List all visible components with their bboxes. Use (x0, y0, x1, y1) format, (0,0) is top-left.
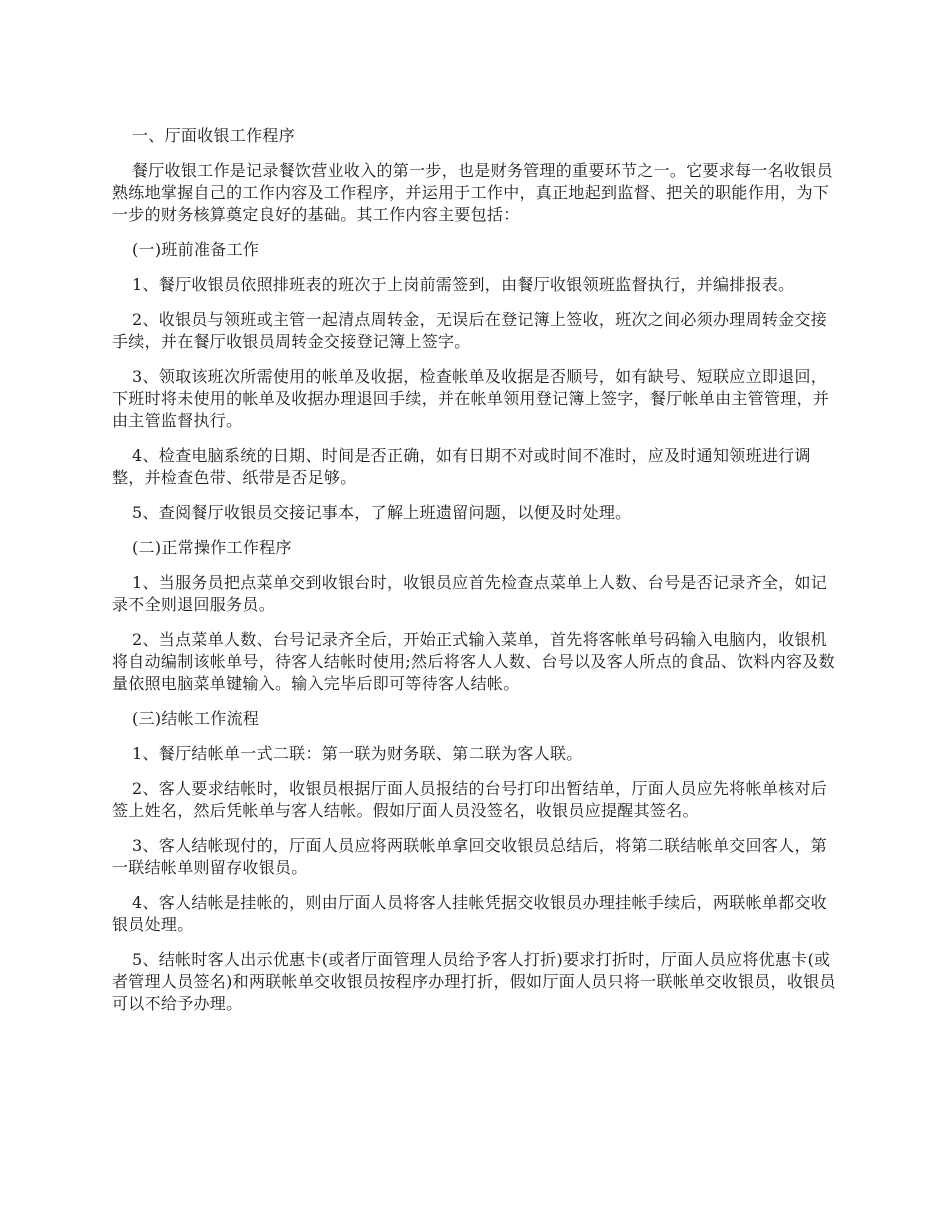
pre-shift-item-4: 4、检查电脑系统的日期、时间是否正确，如有日期不对或时间不准时，应及时通知领班进行调整，并检查色带、纸带是否足够。 (112, 446, 811, 487)
subsection-heading-pre-shift: (一)班前准备工作 (132, 240, 260, 259)
pre-shift-item-5: 5、查阅餐厅收银员交接记事本，了解上班遗留问题，以便及时处理。 (132, 503, 632, 522)
pre-shift-item-1: 1、餐厅收银员依照排班表的班次于上岗前需签到，由餐厅收银领班监督执行，并编排报表。 (132, 275, 795, 294)
pre-shift-item-3: 3、领取该班次所需使用的帐单及收据，检查帐单及收据是否顺号，如有缺号、短联应立即退回，下班时将未使用的帐单及收据办理退回手续，并在帐单领用登记簿上签字，餐厅帐单由主管管理，并由主管监督执行。 (112, 367, 830, 430)
checkout-item-3: 3、客人结帐现付的，厅面人员应将两联帐单拿回交收银员总结后，将第二联结帐单交回客人，第一联结帐单则留存收银员。 (112, 836, 828, 877)
subsection-heading-normal-operation: (二)正常操作工作程序 (132, 538, 292, 557)
checkout-item-5: 5、结帐时客人出示优惠卡(或者厅面管理人员给予客人打折)要求打折时，厅面人员应将优惠卡(或者管理人员签名)和两联帐单交收银员按程序办理打折，假如厅面人员只将一联帐单交收银员，收银员可以不给予办理。 (112, 950, 836, 1013)
document-page (112, 125, 840, 1028)
pre-shift-item-2: 2、收银员与领班或主管一起清点周转金，无误后在登记簿上签收，班次之间必须办理周转金交接手续，并在餐厅收银员周转金交接登记簿上签字。 (112, 310, 828, 351)
normal-operation-item-1: 1、当服务员把点菜单交到收银台时，收银员应首先检查点菜单上人数、台号是否记录齐全，如记录不全则退回服务员。 (112, 573, 828, 614)
checkout-item-1: 1、餐厅结帐单一式二联：第一联为财务联、第二联为客人联。 (132, 744, 583, 763)
section-heading-cashier-procedure: 一、厅面收银工作程序 (132, 126, 296, 145)
checkout-item-2: 2、客人要求结帐时，收银员根据厅面人员报结的台号打印出暂结单，厅面人员应先将帐单核对后签上姓名，然后凭帐单与客人结帐。假如厅面人员没签名，收银员应提醒其签名。 (112, 779, 828, 820)
checkout-item-4: 4、客人结帐是挂帐的，则由厅面人员将客人挂帐凭据交收银员办理挂帐手续后，两联帐单都交收银员处理。 (112, 893, 828, 934)
subsection-heading-checkout: (三)结帐工作流程 (132, 709, 260, 728)
normal-operation-item-2: 2、当点菜单人数、台号记录齐全后，开始正式输入菜单，首先将客帐单号码输入电脑内，收银机将自动编制该帐单号，待客人结帐时使用;然后将客人人数、台号以及客人所点的食品、饮料内容及数量依照电脑菜单键输入。输入完毕后即可等待客人结帐。 (112, 630, 835, 693)
intro-paragraph: 餐厅收银工作是记录餐饮营业收入的第一步，也是财务管理的重要环节之一。它要求每一名收银员熟练地掌握自己的工作内容及工作程序，并运用于工作中，真正地起到监督、把关的职能作用，为下一步的财务核算奠定良好的基础。其工作内容主要包括： (112, 161, 833, 224)
